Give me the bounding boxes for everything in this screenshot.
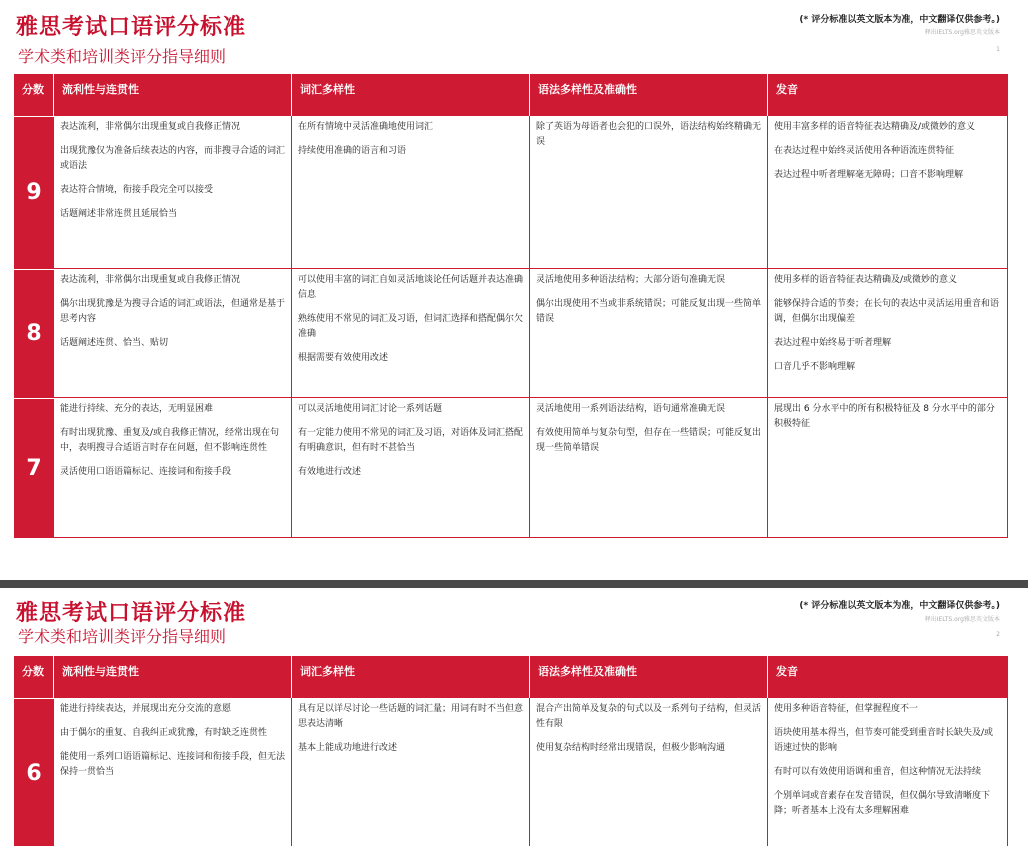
pronunciation-cell	[768, 269, 1008, 397]
fluency-cell	[54, 116, 292, 268]
descriptor: 口音几乎不影响理解	[774, 362, 856, 372]
descriptor: 灵活地使用多种语法结构；大部分语句准确无误	[536, 275, 726, 285]
score-band: 9	[14, 116, 54, 268]
table-row	[14, 398, 1008, 538]
descriptor: 由于偶尔的重复、自我纠正或犹豫，有时缺乏连贯性	[60, 728, 268, 738]
table-header	[14, 74, 1008, 116]
descriptor: 在表达过程中始终灵活使用各种语流连贯特征	[774, 146, 955, 156]
lexical-cell	[292, 698, 530, 846]
descriptor: 熟练使用不常见的词汇及习语，但词汇选择和搭配偶尔欠准确	[298, 314, 524, 339]
fluency-cell	[54, 269, 292, 397]
header-fluency: 流利性与连贯性	[54, 74, 292, 116]
descriptor: 使用多种语音特征，但掌握程度不一	[774, 704, 919, 714]
translation-note: (* 评分标准以英文版本为准，中文翻译仅供参考。)	[799, 15, 1000, 25]
table-header	[14, 656, 1008, 698]
descriptor: 能使用一系列口语语篇标记、连接词和衔接手段，但无法保持一贯恰当	[60, 752, 286, 777]
table-row	[14, 269, 1008, 398]
descriptor: 根据需要有效使用改述	[298, 353, 389, 363]
descriptor: 出现犹豫仅为准备后续表达的内容，而非搜寻合适的词汇或语法	[60, 146, 286, 171]
table-row	[14, 698, 1008, 846]
grammar-cell	[530, 698, 768, 846]
descriptor: 能够保持合适的节奏；在长句的表达中灵活运用重音和语调，但偶尔出现偏差	[774, 299, 1000, 324]
lexical-cell	[292, 398, 530, 537]
descriptor: 能进行持续、充分的表达，无明显困难	[60, 404, 214, 414]
grammar-cell	[530, 116, 768, 268]
criteria-table	[14, 656, 1008, 846]
descriptor: 具有足以详尽讨论一些话题的词汇量；用词有时不当但意思表达清晰	[298, 704, 524, 729]
descriptor: 使用多样的语音特征表达精确及/或微妙的意义	[774, 275, 958, 285]
pronunciation-cell	[768, 398, 1008, 537]
score-band: 7	[14, 398, 54, 537]
header-lexical: 词汇多样性	[292, 74, 530, 116]
header-score: 分数	[14, 656, 54, 698]
header-grammar: 语法多样性及准确性	[530, 74, 768, 116]
page-title: 雅思考试口语评分标准	[16, 15, 247, 40]
score-band: 8	[14, 269, 54, 397]
pronunciation-cell	[768, 116, 1008, 268]
page-number: 2	[996, 631, 1000, 638]
fluency-cell	[54, 698, 292, 846]
descriptor: 偶尔出现犹豫是为搜寻合适的词汇或语法，但通常是基于思考内容	[60, 299, 286, 324]
page-title: 雅思考试口语评分标准	[16, 601, 247, 626]
header-lexical: 词汇多样性	[292, 656, 530, 698]
descriptor: 灵活地使用一系列语法结构，语句通常准确无误	[536, 404, 726, 414]
descriptor: 有效地进行改述	[298, 467, 362, 477]
header-pronunciation: 发音	[776, 83, 798, 96]
grammar-cell	[530, 269, 768, 397]
pronunciation-cell	[768, 698, 1008, 846]
source-note: 释出IELTS.org雅思英文版本	[924, 29, 1000, 36]
score-band: 6	[14, 698, 54, 846]
translation-note: (* 评分标准以英文版本为准，中文翻译仅供参考。)	[799, 601, 1000, 611]
lexical-cell	[292, 269, 530, 397]
fluency-cell	[54, 398, 292, 537]
descriptor: 持续使用准确的语言和习语	[298, 146, 407, 156]
descriptor: 表达过程中听者理解毫无障碍；口音不影响理解	[774, 170, 964, 180]
descriptor: 在所有情境中灵活准确地使用词汇	[298, 122, 434, 132]
descriptor: 话题阐述非常连贯且延展恰当	[60, 209, 178, 219]
descriptor: 能进行持续表达，并展现出充分交流的意愿	[60, 704, 232, 714]
descriptor: 使用丰富多样的语音特征表达精确及/或微妙的意义	[774, 122, 976, 132]
descriptor: 有一定能力使用不常见的词汇及习语，对语体及词汇搭配有明确意识，但有时不甚恰当	[298, 428, 524, 453]
descriptor: 有时出现犹豫、重复及/或自我修正情况，经常出现在句中，表明搜寻合适语言时存在问题，但不影响连贯性	[60, 428, 280, 453]
descriptor: 话题阐述连贯、恰当、贴切	[60, 338, 169, 348]
criteria-table	[14, 74, 1008, 538]
descriptor: 表达流利，非常偶尔出现重复或自我修正情况	[60, 122, 241, 132]
header-score: 分数	[14, 74, 54, 116]
descriptor: 表达过程中始终易于听者理解	[774, 338, 892, 348]
descriptor: 使用复杂结构时经常出现错误，但极少影响沟通	[536, 743, 726, 753]
page-2	[0, 588, 1028, 846]
descriptor: 偶尔出现使用不当或非系统错误；可能反复出现一些简单错误	[536, 299, 762, 324]
descriptor: 混合产出简单及复杂的句式以及一系列句子结构，但灵活性有限	[536, 704, 762, 729]
descriptor: 除了英语为母语者也会犯的口误外，语法结构始终精确无误	[536, 122, 762, 147]
page-number: 1	[996, 46, 1000, 53]
descriptor: 基本上能成功地进行改述	[298, 743, 398, 753]
descriptor: 表达符合情境，衔接手段完全可以接受	[60, 185, 214, 195]
header-pronunciation: 发音	[776, 665, 798, 678]
lexical-cell	[292, 116, 530, 268]
descriptor: 个别单词或音素存在发音错误，但仅偶尔导致清晰度下降；听者基本上没有太多理解困难	[774, 791, 991, 816]
descriptor: 有效使用简单与复杂句型，但存在一些错误；可能反复出现一些简单错误	[536, 428, 762, 453]
page-subtitle: 学术类和培训类评分指导细则	[18, 627, 227, 646]
descriptor: 可以灵活地使用词汇讨论一系列话题	[298, 404, 443, 414]
header-fluency: 流利性与连贯性	[54, 656, 292, 698]
header-grammar: 语法多样性及准确性	[530, 656, 768, 698]
descriptor: 有时可以有效使用语调和重音，但这种情况无法持续	[774, 767, 982, 777]
grammar-cell	[530, 398, 768, 537]
descriptor: 灵活使用口语语篇标记、连接词和衔接手段	[60, 467, 232, 477]
descriptor: 可以使用丰富的词汇自如灵活地谈论任何话题并表达准确信息	[298, 275, 524, 300]
page-subtitle: 学术类和培训类评分指导细则	[18, 47, 227, 66]
source-note: 释出IELTS.org雅思英文版本	[924, 616, 1000, 623]
descriptor: 语块使用基本得当，但节奏可能受到重音时长缺失及/或语速过快的影响	[774, 728, 994, 753]
table-row	[14, 116, 1008, 269]
descriptor: 表达流利，非常偶尔出现重复或自我修正情况	[60, 275, 241, 285]
descriptor: 展现出 6 分水平中的所有积极特征及 8 分水平中的部分积极特征	[774, 404, 995, 429]
